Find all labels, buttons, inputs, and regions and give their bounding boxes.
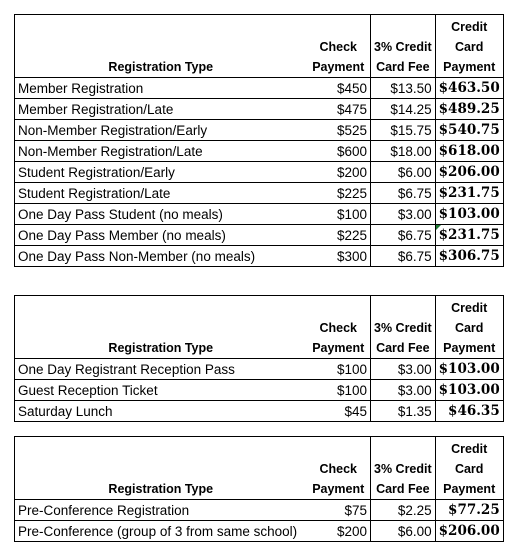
card-fee-cell: $6.75 <box>397 228 432 243</box>
card-fee-cell: $1.35 <box>397 404 432 419</box>
card-payment-cell: $306.75 <box>438 248 500 264</box>
header-card-line: Card <box>454 462 484 476</box>
registration-type-cell: Saturday Lunch <box>18 404 113 419</box>
header-card-line: Payment <box>443 341 496 355</box>
card-payment-cell: $618.00 <box>438 143 500 159</box>
table-row <box>15 401 504 422</box>
header-fee-line: Card Fee <box>376 341 430 355</box>
table-row <box>15 225 504 246</box>
check-payment-cell: $225 <box>336 186 367 201</box>
header-card-line: Payment <box>443 482 496 496</box>
check-payment-cell: $600 <box>336 144 367 159</box>
check-payment-cell: $475 <box>336 102 367 117</box>
registration-type-cell: One Day Pass Student (no meals) <box>18 207 223 222</box>
header-fee-line: 3% Credit <box>374 40 432 54</box>
check-payment-cell: $200 <box>336 524 367 539</box>
card-payment-cell: $103.00 <box>438 361 500 377</box>
registration-type-cell: Guest Reception Ticket <box>18 383 158 398</box>
check-payment-cell: $300 <box>336 249 367 264</box>
card-fee-cell: $3.00 <box>397 362 432 377</box>
check-payment-cell: $100 <box>336 362 367 377</box>
registration-type-cell: One Day Pass Member (no meals) <box>18 228 226 243</box>
card-fee-cell: $6.75 <box>397 249 432 264</box>
card-payment-cell: $46.35 <box>448 403 500 419</box>
header-card-line: Card <box>454 40 484 54</box>
registration-type-cell: Non-Member Registration/Late <box>18 144 203 159</box>
registration-type-cell: Non-Member Registration/Early <box>18 123 208 138</box>
registration-type-cell: Member Registration <box>18 81 144 96</box>
check-payment-cell: $45 <box>344 404 367 419</box>
check-payment-cell: $225 <box>336 228 367 243</box>
table-row <box>15 500 504 521</box>
registration-fee-table <box>14 436 504 542</box>
card-fee-cell: $18.00 <box>390 144 432 159</box>
table-row <box>15 359 504 380</box>
check-payment-cell: $75 <box>344 503 367 518</box>
card-fee-cell: $13.50 <box>390 81 432 96</box>
header-card-line: Card <box>454 321 484 335</box>
header-card-line: Payment <box>443 60 496 74</box>
header-fee-line: Card Fee <box>376 482 430 496</box>
check-payment-cell: $100 <box>336 207 367 222</box>
header-check-line: Payment <box>312 341 365 355</box>
table-row <box>15 380 504 401</box>
card-fee-cell: $15.75 <box>390 123 432 138</box>
header-check-line: Payment <box>312 60 365 74</box>
card-fee-cell: $6.75 <box>397 186 432 201</box>
card-payment-cell: $206.00 <box>438 523 500 539</box>
header-registration-type: Registration Type <box>108 60 214 74</box>
header-card-line: Credit <box>451 301 488 315</box>
registration-fee-table <box>14 295 504 422</box>
header-fee-line: Card Fee <box>376 60 430 74</box>
registration-type-cell: Pre-Conference Registration <box>18 503 190 518</box>
table-row <box>15 183 504 204</box>
table-row <box>15 204 504 225</box>
table-row <box>15 246 504 267</box>
registration-type-cell: One Day Registrant Reception Pass <box>18 362 235 377</box>
card-fee-cell: $14.25 <box>390 102 432 117</box>
card-payment-cell: $463.50 <box>438 80 500 96</box>
card-fee-cell: $6.00 <box>397 524 432 539</box>
registration-type-cell: Student Registration/Early <box>18 165 175 180</box>
card-payment-cell: $206.00 <box>438 164 500 180</box>
card-fee-cell: $3.00 <box>397 207 432 222</box>
table-row <box>15 99 504 120</box>
table-row <box>15 521 504 542</box>
header-check-line: Check <box>319 40 358 54</box>
header-fee-line: 3% Credit <box>374 462 432 476</box>
table-row <box>15 162 504 183</box>
header-check-line: Check <box>319 462 358 476</box>
card-payment-cell: $540.75 <box>438 122 500 138</box>
card-payment-cell: $103.00 <box>438 382 500 398</box>
header-registration-type: Registration Type <box>108 482 214 496</box>
registration-fee-table <box>14 14 504 267</box>
card-fee-cell: $6.00 <box>397 165 432 180</box>
card-payment-cell: $489.25 <box>438 101 500 117</box>
card-payment-cell: $231.75 <box>438 185 500 201</box>
check-payment-cell: $200 <box>336 165 367 180</box>
header-registration-type: Registration Type <box>108 341 214 355</box>
card-fee-cell: $2.25 <box>397 503 432 518</box>
table-row <box>15 78 504 99</box>
check-payment-cell: $100 <box>336 383 367 398</box>
registration-type-cell: Member Registration/Late <box>18 102 174 117</box>
check-payment-cell: $450 <box>336 81 367 96</box>
table-row <box>15 120 504 141</box>
table-row <box>15 141 504 162</box>
header-card-line: Credit <box>451 442 488 456</box>
card-payment-cell: $103.00 <box>438 206 500 222</box>
card-fee-cell: $3.00 <box>397 383 432 398</box>
card-payment-cell: $77.25 <box>448 502 500 518</box>
registration-type-cell: One Day Pass Non-Member (no meals) <box>18 249 256 264</box>
check-payment-cell: $525 <box>336 123 367 138</box>
header-card-line: Credit <box>451 20 488 34</box>
registration-type-cell: Pre-Conference (group of 3 from same school) <box>18 524 298 539</box>
header-check-line: Check <box>319 321 358 335</box>
registration-type-cell: Student Registration/Late <box>18 186 171 201</box>
card-payment-cell: $231.75 <box>438 227 500 243</box>
header-fee-line: 3% Credit <box>374 321 432 335</box>
header-check-line: Payment <box>312 482 365 496</box>
